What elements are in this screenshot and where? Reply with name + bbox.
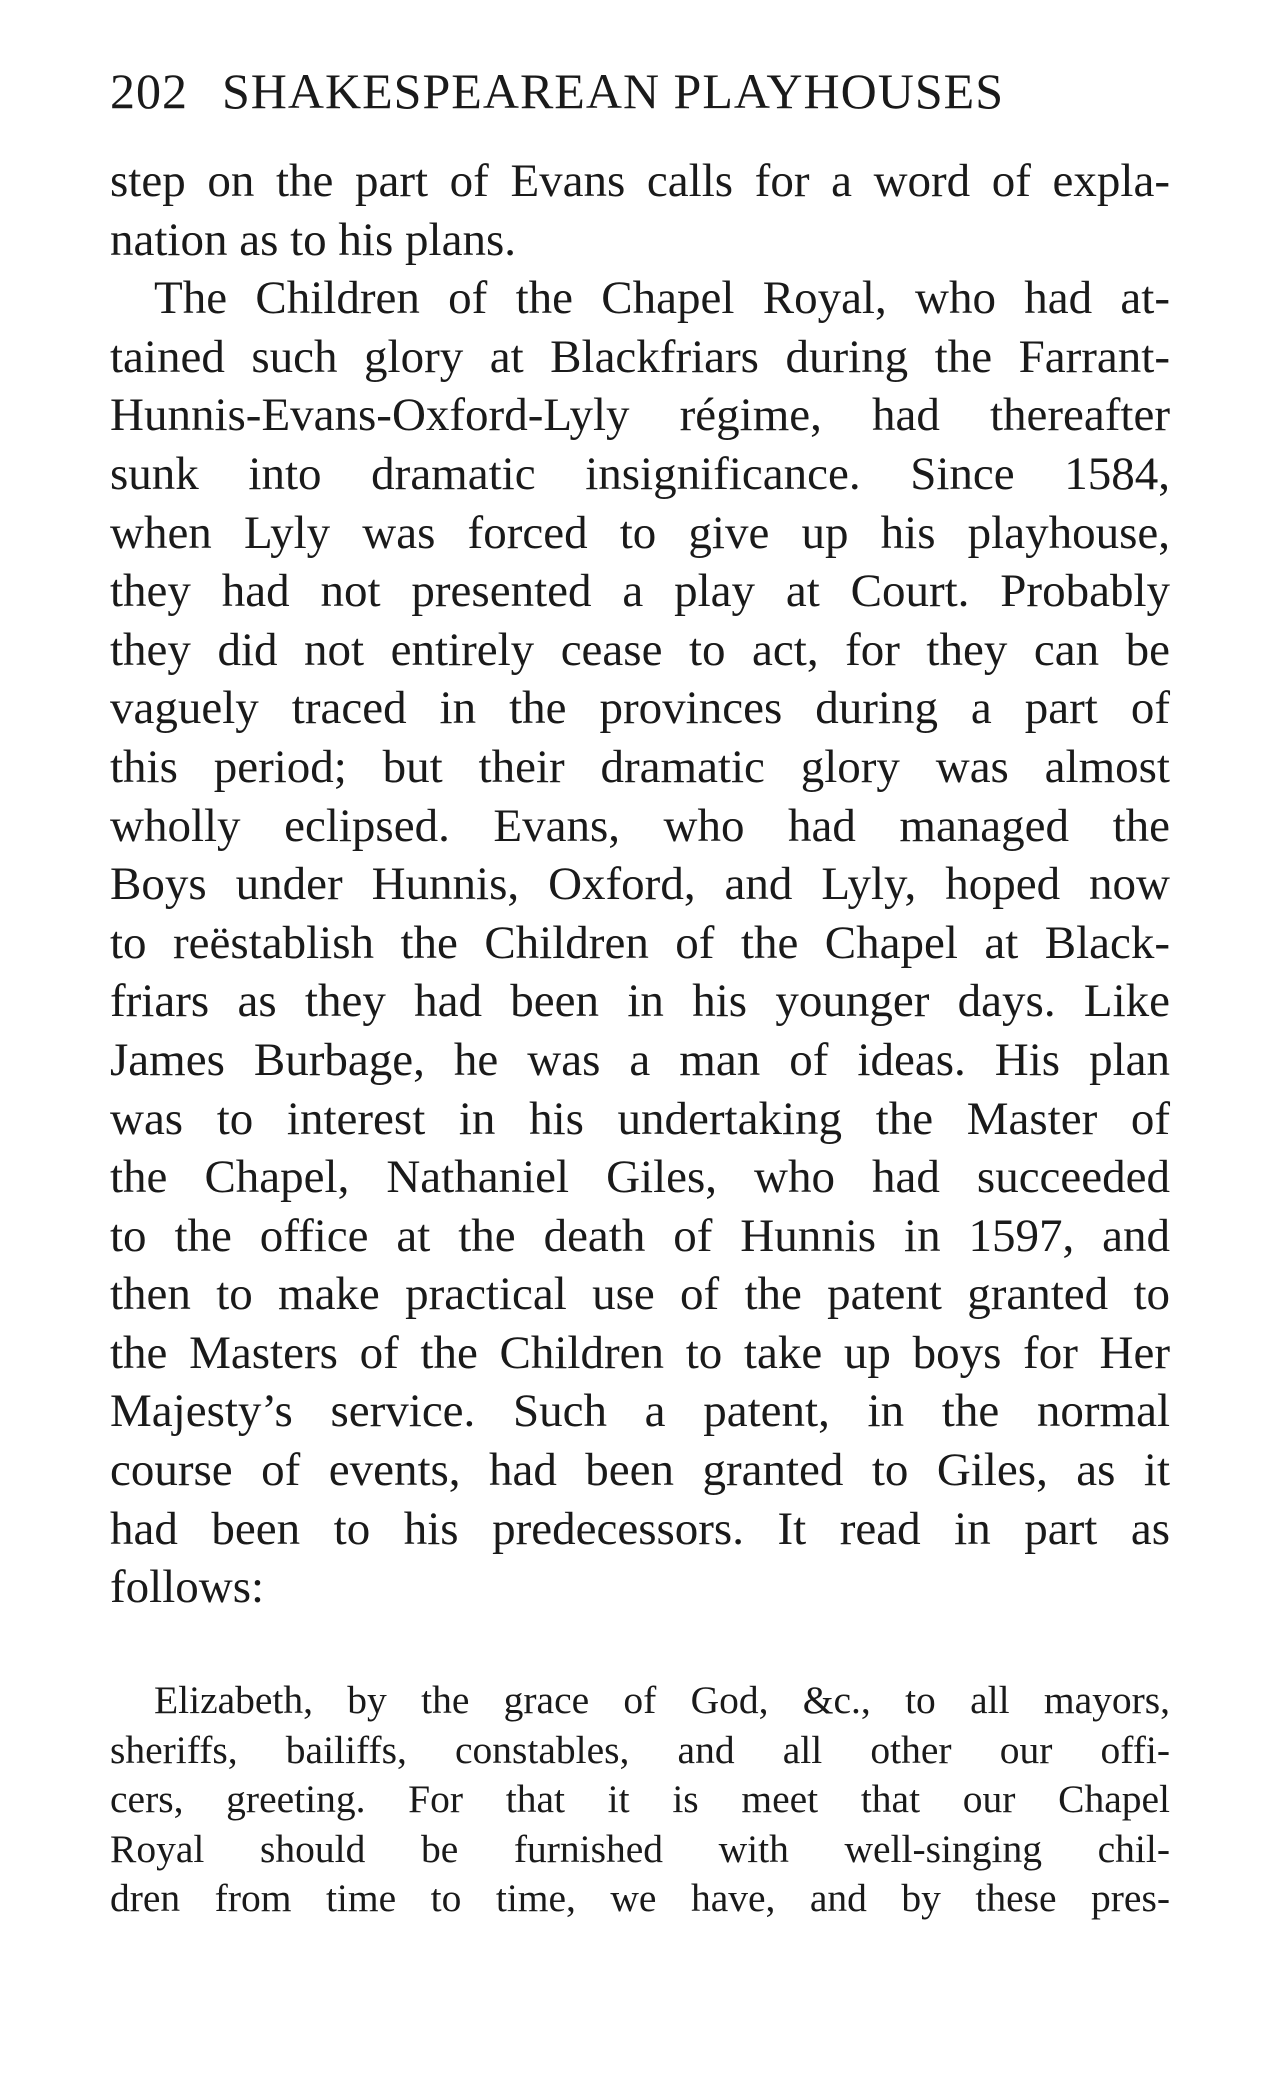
text-line: when Lyly was forced to give up his playhouse, (110, 506, 1170, 559)
text-line: Hunnis-Evans-Oxford-Lyly régime, had thereafter (110, 389, 1170, 442)
text-line: vaguely traced in the provinces during a part of (110, 682, 1170, 735)
text-line: nation as to his plans. (110, 213, 516, 266)
text-line: the Masters of the Children to take up boys for Her (110, 1326, 1170, 1379)
running-head (110, 62, 1170, 120)
text-line: then to make practical use of the patent granted to (110, 1268, 1170, 1321)
block-quote (110, 1676, 1170, 1924)
text-line: had been to his predecessors. It read in part as (110, 1502, 1170, 1555)
quote-line: cers, greeting. For that it is meet that our Chapel (110, 1777, 1170, 1822)
quote-line: Elizabeth, by the grace of God, &c., to all mayors, (154, 1678, 1170, 1722)
text-line: the Chapel, Nathaniel Giles, who had succeeded (110, 1151, 1170, 1204)
running-title: SHAKESPEAREAN PLAYHOUSES (222, 63, 1005, 119)
text-line: Boys under Hunnis, Oxford, and Lyly, hoped now (110, 858, 1170, 911)
text-line: sunk into dramatic insignificance. Since 1584, (110, 447, 1170, 500)
text-line: James Burbage, he was a man of ideas. His plan (110, 1033, 1170, 1086)
text-line: they had not presented a play at Court. Probably (110, 565, 1170, 618)
quote-line: Royal should be furnished with well-singing chil- (110, 1826, 1170, 1871)
body-text (110, 152, 1170, 1617)
text-line: follows: (110, 1561, 265, 1614)
text-line: they did not entirely cease to act, for they can be (110, 623, 1170, 676)
text-line: tained such glory at Blackfriars during the Farrant- (110, 330, 1170, 383)
text-line: The Children of the Chapel Royal, who had at- (154, 272, 1170, 325)
text-line: to reëstablish the Children of the Chapel at Black- (110, 916, 1170, 969)
text-line: was to interest in his undertaking the Master of (110, 1092, 1170, 1145)
text-line: friars as they had been in his younger days. Like (110, 975, 1170, 1028)
text-line: Majesty’s service. Such a patent, in the normal (110, 1385, 1170, 1438)
page-number: 202 (110, 63, 188, 119)
text-line: this period; but their dramatic glory was almost (110, 740, 1170, 793)
text-line: course of events, had been granted to Giles, as it (110, 1444, 1170, 1497)
text-line: to the office at the death of Hunnis in 1597, and (110, 1209, 1170, 1262)
quote-line: sheriffs, bailiffs, constables, and all other our offi- (110, 1727, 1170, 1772)
text-line: step on the part of Evans calls for a word of expla- (110, 155, 1170, 207)
text-line: wholly eclipsed. Evans, who had managed the (110, 799, 1170, 852)
quote-line: dren from time to time, we have, and by these pres- (110, 1876, 1170, 1921)
